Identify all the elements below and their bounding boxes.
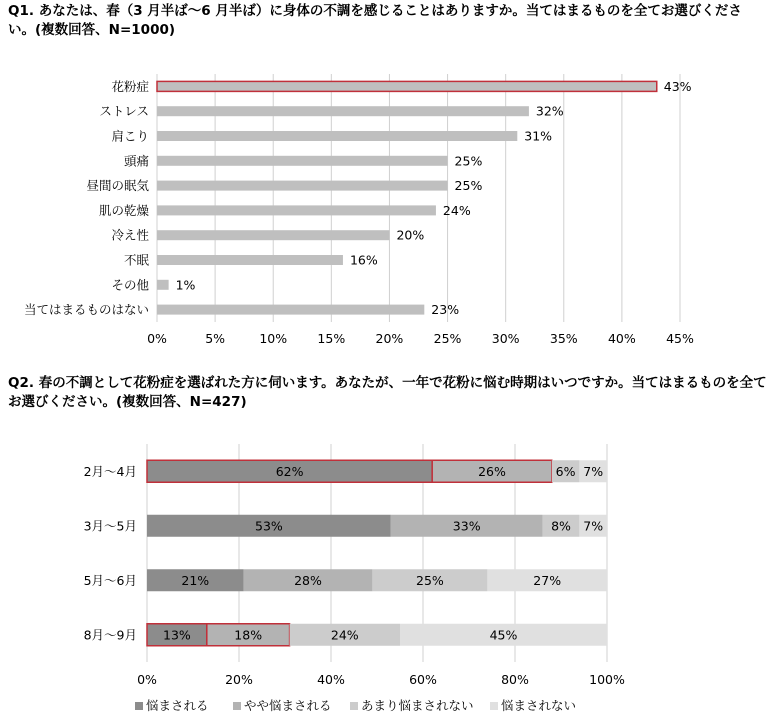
q1-x-tick-label: 45% xyxy=(666,331,694,346)
q2-x-tick-label: 60% xyxy=(409,672,437,687)
q1-category-label: 当てはまるものはない xyxy=(23,302,149,318)
q1-x-tick-label: 15% xyxy=(317,331,346,346)
q2-data-label: 24% xyxy=(330,627,359,643)
q2-legend-label: あまり悩まされない xyxy=(361,698,474,713)
q2-x-tick-label: 20% xyxy=(225,672,253,687)
q1-category-label: 頭痛 xyxy=(123,153,149,169)
q2-data-label: 62% xyxy=(275,463,304,479)
q2-data-label: 13% xyxy=(163,627,191,643)
q2-x-tick-label: 80% xyxy=(501,672,529,687)
q1-bar xyxy=(157,181,448,191)
q2-category-label: 3月〜5月 xyxy=(83,518,137,534)
q1-x-tick-label: 20% xyxy=(375,331,404,346)
q2-title: Q2. 春の不調として花粉症を選ばれた方に伺います。あなたが、一年で花粉に悩む時期はいつですか。当てはまるものを全てお選びください。(複数回答、N=427) xyxy=(8,375,767,410)
q2-data-label: 7% xyxy=(583,463,604,479)
q1-x-tick-label: 30% xyxy=(491,331,520,346)
q1-title: Q1. あなたは、春（3 月半ば〜6 月半ば）に身体の不調を感じることはありますか。当てはまるものを全てお選びください。(複数回答、N=1000) xyxy=(8,3,742,38)
q1-category-label: 昼間の眠気 xyxy=(86,178,149,194)
q2-data-label: 18% xyxy=(234,627,263,643)
q2-data-label: 7% xyxy=(583,518,604,534)
q2-data-label: 45% xyxy=(489,627,518,643)
q2-legend-swatch xyxy=(135,702,143,710)
q1-data-label: 20% xyxy=(396,227,425,243)
q1-category-label: 冷え性 xyxy=(111,227,149,243)
q2-x-tick-label: 0% xyxy=(137,672,157,687)
q1-bar xyxy=(157,131,517,141)
q1-x-tick-label: 25% xyxy=(433,331,462,346)
q2-x-tick-label: 100% xyxy=(589,672,625,687)
q1-bar xyxy=(157,305,424,315)
q1-bar xyxy=(157,280,169,290)
q1-bar xyxy=(157,156,448,166)
q1-category-label: 不眠 xyxy=(123,252,149,268)
q1-bar xyxy=(157,106,529,116)
q1-category-label: ストレス xyxy=(99,103,149,119)
q1-bar-chart xyxy=(24,74,694,346)
q1-x-tick-label: 10% xyxy=(259,331,288,346)
q2-data-label: 8% xyxy=(551,518,571,534)
q1-x-tick-label: 5% xyxy=(205,331,226,346)
q1-bar xyxy=(157,230,389,240)
q1-data-label: 43% xyxy=(663,78,692,94)
q1-data-label: 23% xyxy=(431,302,460,318)
q1-category-label: 花粉症 xyxy=(111,78,149,94)
q1-bar xyxy=(157,81,657,91)
q1-data-label: 25% xyxy=(454,153,483,169)
q2-legend-label: 悩まされる xyxy=(146,698,209,713)
q1-data-label: 24% xyxy=(442,202,471,218)
q2-legend-swatch xyxy=(233,702,241,710)
q1-category-label: 肌の乾燥 xyxy=(98,202,149,218)
q1-data-label: 1% xyxy=(175,277,196,293)
q2-data-label: 26% xyxy=(478,463,506,479)
q2-data-label: 33% xyxy=(452,518,481,534)
q1-x-tick-label: 35% xyxy=(549,331,578,346)
q2-x-tick-label: 40% xyxy=(317,672,345,687)
q2-data-label: 53% xyxy=(255,518,283,534)
q2-data-label: 28% xyxy=(294,572,322,588)
q1-data-label: 16% xyxy=(349,252,378,268)
q1-x-tick-label: 40% xyxy=(607,331,636,346)
q2-category-label: 2月〜4月 xyxy=(83,463,137,479)
q1-data-label: 32% xyxy=(535,103,564,119)
q1-bar xyxy=(157,255,343,265)
q2-legend-label: 悩まされない xyxy=(501,698,577,713)
q1-category-label: 肩こり xyxy=(111,128,149,144)
q2-legend-swatch xyxy=(490,702,498,710)
q1-x-tick-label: 0% xyxy=(147,331,167,346)
q1-category-label: その他 xyxy=(111,277,149,293)
q2-data-label: 27% xyxy=(533,572,562,588)
q1-data-label: 31% xyxy=(524,128,553,144)
q2-category-label: 5月〜6月 xyxy=(83,572,137,588)
q2-category-label: 8月〜9月 xyxy=(83,627,137,643)
q1-data-label: 25% xyxy=(454,178,483,194)
q1-bar xyxy=(157,205,436,215)
q2-legend-label: やや悩まされる xyxy=(244,698,332,713)
q2-data-label: 6% xyxy=(555,463,576,479)
q2-data-label: 25% xyxy=(416,572,444,588)
q2-data-label: 21% xyxy=(181,572,210,588)
q2-stacked-bar-chart xyxy=(84,444,625,713)
q2-legend-swatch xyxy=(350,702,358,710)
